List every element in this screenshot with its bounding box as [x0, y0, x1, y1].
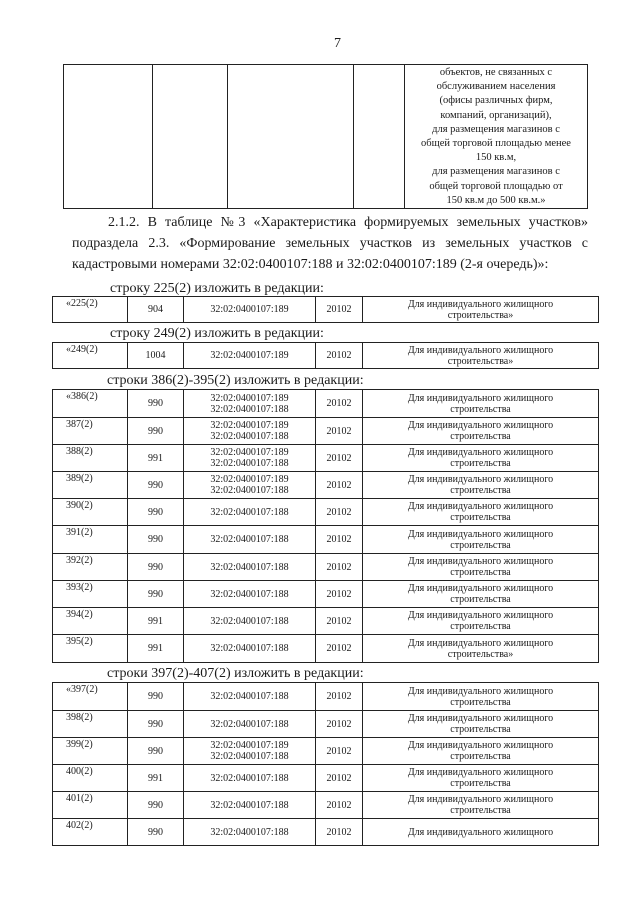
- use-line: 150 кв.м до 500 кв.м.»: [446, 194, 546, 206]
- table-rows-386-395: [52, 389, 599, 663]
- cadastral-number-cell: [184, 526, 316, 554]
- plot-number-cell: «249(2): [53, 343, 128, 369]
- permitted-use-line: строительства: [450, 431, 511, 442]
- area-cell: 1004: [128, 343, 184, 369]
- plot-number-cell: 401(2): [53, 792, 128, 819]
- cadastral-number: 32:02:0400107:189: [210, 740, 289, 751]
- permitted-use-line: Для индивидуального жилищного: [407, 298, 554, 310]
- permitted-use-cell: [405, 65, 588, 209]
- caption-rows-386-395: строки 386(2)-395(2) изложить в редакции:: [107, 373, 364, 388]
- use-code-cell: 20102: [316, 526, 363, 554]
- table-row: [53, 445, 599, 472]
- cadastral-number: 32:02:0400107:188: [210, 718, 289, 730]
- area-cell: 990: [128, 683, 184, 711]
- area-cell: 990: [128, 418, 184, 445]
- table-row: [53, 499, 599, 526]
- area-cell: 990: [128, 819, 184, 846]
- use-line: компаний, организаций),: [440, 109, 552, 121]
- plot-number-cell: 399(2): [53, 738, 128, 765]
- use-line: для размещения магазинов с: [432, 123, 560, 135]
- plot-number-cell: 402(2): [53, 819, 128, 846]
- permitted-use-line: Для индивидуального жилищного: [407, 556, 554, 567]
- use-code-cell: 20102: [316, 418, 363, 445]
- paragraph-line: 2.1.2. В таблице №3 «Характеристика формируемых земельных участков»: [108, 215, 588, 230]
- table-cell: [153, 65, 228, 209]
- plot-number-cell: «386(2): [53, 390, 128, 418]
- cadastral-number-cell: [184, 499, 316, 526]
- permitted-use-line: строительства»: [447, 355, 514, 367]
- permitted-use-line: строительства: [450, 512, 511, 523]
- cadastral-number: 32:02:0400107:188: [210, 588, 289, 600]
- cadastral-number: 32:02:0400107:188: [210, 772, 289, 784]
- table-cell: [228, 65, 354, 209]
- permitted-use-line: строительства: [450, 805, 511, 816]
- permitted-use-line: строительства: [450, 594, 511, 605]
- cadastral-number-cell: [184, 581, 316, 608]
- use-line: (офисы различных фирм,: [439, 95, 553, 107]
- cadastral-number-cell: [184, 683, 316, 711]
- caption-row-225: строку 225(2) изложить в редакции:: [110, 281, 324, 296]
- table-row: [53, 581, 599, 608]
- permitted-use-line: Для индивидуального жилищного: [407, 637, 554, 649]
- use-code-cell: 20102: [316, 499, 363, 526]
- table-row: [53, 608, 599, 635]
- use-line: общей торговой площадью от: [429, 180, 563, 192]
- table-row: [53, 683, 599, 711]
- table-row: [53, 635, 599, 663]
- plot-number-cell: 392(2): [53, 554, 128, 581]
- cadastral-number: 32:02:0400107:188: [210, 826, 289, 838]
- permitted-use-line: строительства: [450, 539, 511, 551]
- table-row: [53, 526, 599, 554]
- use-code-cell: 20102: [316, 819, 363, 846]
- cadastral-number: 32:02:0400107:188: [210, 561, 289, 573]
- area-cell: 990: [128, 472, 184, 499]
- cadastral-number-cell: [184, 343, 316, 369]
- plot-number-cell: 390(2): [53, 499, 128, 526]
- table-row: [53, 792, 599, 819]
- table-row-249: [52, 342, 599, 369]
- permitted-use-cell: [363, 635, 599, 663]
- amendment-paragraph: [72, 212, 588, 275]
- cadastral-number-cell: [184, 635, 316, 663]
- table-row: [53, 297, 599, 323]
- cadastral-number: 32:02:0400107:189: [210, 474, 289, 485]
- plot-number-cell: «225(2): [53, 297, 128, 323]
- cadastral-number-cell: [184, 765, 316, 792]
- permitted-use-line: Для индивидуального жилищного: [407, 344, 554, 356]
- permitted-use-cell: [363, 792, 599, 819]
- permitted-use-cell: [363, 472, 599, 499]
- area-cell: 990: [128, 390, 184, 418]
- permitted-use-cell: [363, 581, 599, 608]
- use-code-cell: 20102: [316, 635, 363, 663]
- area-cell: 904: [128, 297, 184, 323]
- use-code-cell: 20102: [316, 792, 363, 819]
- cadastral-number: 32:02:0400107:188: [210, 615, 289, 627]
- cadastral-number: 32:02:0400107:189: [210, 350, 289, 361]
- caption-rows-397-407: строки 397(2)-407(2) изложить в редакции:: [107, 666, 364, 681]
- plot-number-cell: 389(2): [53, 472, 128, 499]
- permitted-use-line: строительства: [450, 778, 511, 789]
- cadastral-number-cell: [184, 418, 316, 445]
- permitted-use-cell: [363, 738, 599, 765]
- plot-number-cell: «397(2): [53, 683, 128, 711]
- cadastral-number: 32:02:0400107:189: [210, 447, 289, 458]
- permitted-use-cell: [363, 765, 599, 792]
- permitted-use-line: Для индивидуального жилищного: [407, 685, 554, 697]
- cadastral-number: 32:02:0400107:188: [210, 534, 289, 545]
- plot-number-cell: 391(2): [53, 526, 128, 554]
- area-cell: 990: [128, 499, 184, 526]
- area-cell: 991: [128, 445, 184, 472]
- permitted-use-line: строительства: [450, 458, 511, 469]
- table-row: [53, 472, 599, 499]
- area-cell: 990: [128, 526, 184, 554]
- permitted-use-line: Для индивидуального жилищного: [407, 794, 554, 805]
- permitted-use-line: Для индивидуального жилищного: [407, 583, 554, 594]
- plot-number-cell: 398(2): [53, 711, 128, 738]
- cadastral-number: 32:02:0400107:188: [210, 485, 289, 496]
- area-cell: 990: [128, 792, 184, 819]
- table-row: [53, 765, 599, 792]
- area-cell: 990: [128, 738, 184, 765]
- use-line: обслуживанием населения: [436, 81, 556, 93]
- plot-number-cell: 394(2): [53, 608, 128, 635]
- permitted-use-line: Для индивидуального жилищного: [407, 528, 554, 540]
- cadastral-number-cell: [184, 445, 316, 472]
- caption-row-249: строку 249(2) изложить в редакции:: [110, 326, 324, 341]
- permitted-use-line: строительства: [450, 403, 511, 415]
- cadastral-number-cell: [184, 554, 316, 581]
- cadastral-number-cell: [184, 819, 316, 846]
- permitted-use-cell: [363, 526, 599, 554]
- use-code-cell: 20102: [316, 343, 363, 369]
- table-row: [53, 390, 599, 418]
- table-row-225: [52, 296, 599, 323]
- use-code-cell: 20102: [316, 445, 363, 472]
- cadastral-number-cell: [184, 472, 316, 499]
- use-code-cell: 20102: [316, 472, 363, 499]
- area-cell: 991: [128, 765, 184, 792]
- permitted-use-line: строительства»: [447, 309, 514, 321]
- permitted-use-cell: [363, 683, 599, 711]
- area-cell: 991: [128, 608, 184, 635]
- use-code-cell: 20102: [316, 390, 363, 418]
- cadastral-number-cell: [184, 608, 316, 635]
- cadastral-number: 32:02:0400107:189: [210, 304, 289, 315]
- cadastral-number: 32:02:0400107:188: [210, 691, 289, 702]
- use-code-cell: 20102: [316, 765, 363, 792]
- permitted-use-cell: [363, 297, 599, 323]
- permitted-use-line: Для индивидуального жилищного: [407, 740, 554, 751]
- permitted-use-cell: [363, 554, 599, 581]
- table-row: [53, 343, 599, 369]
- permitted-use-line: строительства: [450, 485, 511, 496]
- cadastral-number: 32:02:0400107:188: [210, 431, 289, 442]
- table-row: [53, 711, 599, 738]
- use-code-cell: 20102: [316, 683, 363, 711]
- permitted-use-line: Для индивидуального жилищного: [407, 392, 554, 404]
- permitted-use-line: строительства: [450, 724, 511, 735]
- permitted-use-line: Для индивидуального жилищного: [407, 767, 554, 778]
- permitted-use-line: строительства: [450, 621, 511, 632]
- permitted-use-cell: [363, 418, 599, 445]
- permitted-use-line: Для индивидуального жилищного: [407, 447, 554, 458]
- cadastral-number-cell: [184, 297, 316, 323]
- cadastral-number: 32:02:0400107:188: [210, 751, 289, 762]
- paragraph-line: подраздела 2.3. «Формирование земельных участков из земельных участков с: [72, 236, 588, 251]
- permitted-use-cell: [363, 499, 599, 526]
- use-code-cell: 20102: [316, 554, 363, 581]
- permitted-use-line: Для индивидуального жилищного: [407, 474, 554, 485]
- permitted-use-cell: [363, 445, 599, 472]
- table-cell: [64, 65, 153, 209]
- use-code-cell: 20102: [316, 738, 363, 765]
- permitted-use-cell: [363, 343, 599, 369]
- table-row: [53, 738, 599, 765]
- use-code-cell: 20102: [316, 581, 363, 608]
- plot-number-cell: 395(2): [53, 635, 128, 663]
- cadastral-number-cell: [184, 792, 316, 819]
- area-cell: 990: [128, 554, 184, 581]
- cadastral-number-cell: [184, 711, 316, 738]
- use-code-cell: 20102: [316, 711, 363, 738]
- use-code-cell: 20102: [316, 608, 363, 635]
- continuation-table: [63, 64, 588, 209]
- permitted-use-cell: [363, 819, 599, 846]
- permitted-use-line: Для индивидуального жилищного: [407, 713, 554, 724]
- cadastral-number: 32:02:0400107:189: [210, 420, 289, 431]
- use-line: 150 кв.м,: [475, 152, 517, 164]
- use-line: общей торговой площадью менее: [421, 138, 571, 150]
- cadastral-number: 32:02:0400107:188: [210, 506, 289, 518]
- plot-number-cell: 387(2): [53, 418, 128, 445]
- plot-number-cell: 400(2): [53, 765, 128, 792]
- permitted-use-line: Для индивидуального жилищного: [407, 826, 554, 838]
- cadastral-number: 32:02:0400107:188: [210, 799, 289, 811]
- permitted-use-cell: [363, 711, 599, 738]
- page-number: 7: [334, 36, 341, 51]
- table-rows-397-407: [52, 682, 599, 846]
- permitted-use-line: строительства: [450, 696, 511, 708]
- permitted-use-cell: [363, 390, 599, 418]
- cadastral-number-cell: [184, 738, 316, 765]
- table-cell: [354, 65, 405, 209]
- paragraph-line: кадастровыми номерами 32:02:0400107:188 и 32:02:0400107:189 (2-я очередь)»:: [72, 257, 549, 272]
- plot-number-cell: 393(2): [53, 581, 128, 608]
- permitted-use-line: строительства: [450, 567, 511, 578]
- use-code-cell: 20102: [316, 297, 363, 323]
- cadastral-number-cell: [184, 390, 316, 418]
- permitted-use-line: Для индивидуального жилищного: [407, 610, 554, 621]
- permitted-use-line: строительства»: [447, 648, 514, 660]
- use-line: объектов, не связанных с: [439, 67, 553, 78]
- table-row: [53, 819, 599, 846]
- area-cell: 990: [128, 581, 184, 608]
- cadastral-number: 32:02:0400107:188: [210, 458, 289, 469]
- permitted-use-line: Для индивидуального жилищного: [407, 420, 554, 431]
- table-row: [53, 554, 599, 581]
- table-row: [53, 418, 599, 445]
- plot-number-cell: 388(2): [53, 445, 128, 472]
- permitted-use-line: Для индивидуального жилищного: [407, 501, 554, 512]
- area-cell: 990: [128, 711, 184, 738]
- cadastral-number: 32:02:0400107:189: [210, 392, 289, 404]
- use-line: для размещения магазинов с: [432, 166, 560, 178]
- area-cell: 991: [128, 635, 184, 663]
- permitted-use-line: строительства: [450, 751, 511, 762]
- cadastral-number: 32:02:0400107:188: [210, 403, 289, 415]
- permitted-use-cell: [363, 608, 599, 635]
- cadastral-number: 32:02:0400107:188: [210, 643, 289, 654]
